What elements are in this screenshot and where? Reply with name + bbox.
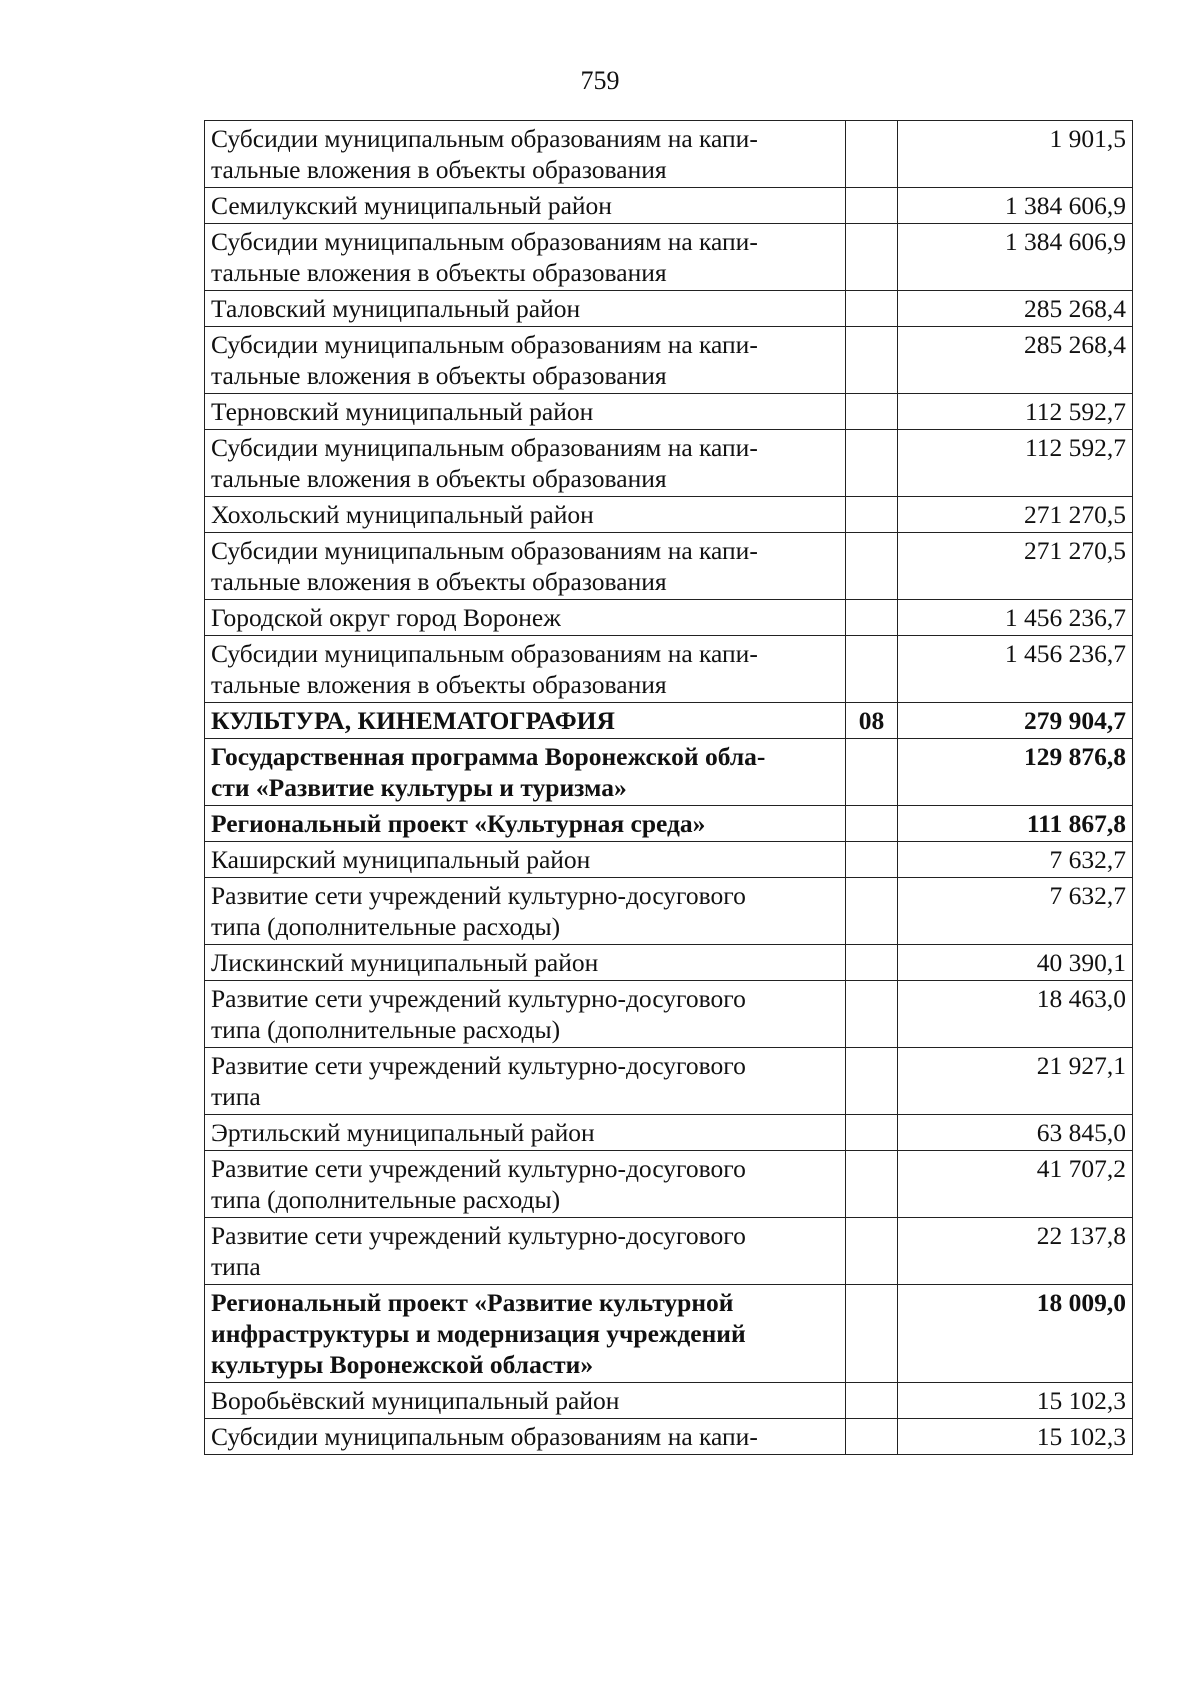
- row-amount-cell: 15 102,3: [898, 1419, 1133, 1455]
- row-name-cell: Городской округ город Воронеж: [205, 600, 846, 636]
- table-row: [205, 739, 1133, 806]
- row-amount-cell: 279 904,7: [898, 703, 1133, 739]
- row-section-code-cell: [846, 981, 898, 1048]
- budget-table-body: [205, 121, 1133, 1455]
- row-amount-cell: 271 270,5: [898, 533, 1133, 600]
- row-name-cell: Субсидии муниципальным образованиям на капи- тальные вложения в объекты образования: [205, 224, 846, 291]
- row-name-cell: Региональный проект «Развитие культурной инфраструктуры и модернизация учреждений культуры Воронежской области»: [205, 1285, 846, 1383]
- row-amount-cell: 129 876,8: [898, 739, 1133, 806]
- row-name-cell: Таловский муниципальный район: [205, 291, 846, 327]
- row-section-code-cell: [846, 1419, 898, 1455]
- row-name-cell: Субсидии муниципальным образованиям на капи- тальные вложения в объекты образования: [205, 533, 846, 600]
- row-name-cell: Субсидии муниципальным образованиям на капи- тальные вложения в объекты образования: [205, 327, 846, 394]
- table-row: [205, 533, 1133, 600]
- row-amount-cell: 112 592,7: [898, 394, 1133, 430]
- row-amount-cell: 1 384 606,9: [898, 224, 1133, 291]
- row-name-cell: Воробьёвский муниципальный район: [205, 1383, 846, 1419]
- row-amount-cell: 21 927,1: [898, 1048, 1133, 1115]
- row-amount-cell: 18 463,0: [898, 981, 1133, 1048]
- table-row: [205, 842, 1133, 878]
- table-row: [205, 945, 1133, 981]
- table-row: [205, 1218, 1133, 1285]
- row-section-code-cell: [846, 1218, 898, 1285]
- row-amount-cell: 7 632,7: [898, 842, 1133, 878]
- row-name-cell: Субсидии муниципальным образованиям на капи- тальные вложения в объекты образования: [205, 636, 846, 703]
- table-row: [205, 430, 1133, 497]
- row-section-code-cell: [846, 394, 898, 430]
- row-section-code-cell: [846, 327, 898, 394]
- row-name-cell: Развитие сети учреждений культурно-досугового типа: [205, 1218, 846, 1285]
- table-row: [205, 394, 1133, 430]
- table-row: [205, 224, 1133, 291]
- row-name-cell: Терновский муниципальный район: [205, 394, 846, 430]
- row-amount-cell: 63 845,0: [898, 1115, 1133, 1151]
- row-section-code-cell: [846, 224, 898, 291]
- row-name-cell: Региональный проект «Культурная среда»: [205, 806, 846, 842]
- row-amount-cell: 285 268,4: [898, 327, 1133, 394]
- table-row: [205, 600, 1133, 636]
- table-row: [205, 878, 1133, 945]
- row-name-cell: Субсидии муниципальным образованиям на капи- тальные вложения в объекты образования: [205, 121, 846, 188]
- row-section-code-cell: [846, 878, 898, 945]
- row-section-code-cell: [846, 497, 898, 533]
- row-amount-cell: 271 270,5: [898, 497, 1133, 533]
- row-amount-cell: 112 592,7: [898, 430, 1133, 497]
- row-amount-cell: 111 867,8: [898, 806, 1133, 842]
- row-amount-cell: 41 707,2: [898, 1151, 1133, 1218]
- table-row: [205, 327, 1133, 394]
- table-row: [205, 1048, 1133, 1115]
- row-section-code-cell: [846, 1285, 898, 1383]
- table-row: [205, 497, 1133, 533]
- table-row: [205, 291, 1133, 327]
- table-row: [205, 1115, 1133, 1151]
- row-name-cell: Хохольский муниципальный район: [205, 497, 846, 533]
- table-row: [205, 1419, 1133, 1455]
- row-name-cell: Развитие сети учреждений культурно-досугового типа: [205, 1048, 846, 1115]
- table-row: [205, 1383, 1133, 1419]
- table-row: [205, 703, 1133, 739]
- row-section-code-cell: [846, 1115, 898, 1151]
- row-section-code-cell: [846, 1151, 898, 1218]
- table-row: [205, 188, 1133, 224]
- row-name-cell: Развитие сети учреждений культурно-досугового типа (дополнительные расходы): [205, 878, 846, 945]
- row-section-code-cell: [846, 291, 898, 327]
- table-row: [205, 806, 1133, 842]
- row-name-cell: Развитие сети учреждений культурно-досугового типа (дополнительные расходы): [205, 981, 846, 1048]
- row-amount-cell: 1 456 236,7: [898, 636, 1133, 703]
- row-name-cell: Семилукский муниципальный район: [205, 188, 846, 224]
- row-section-code-cell: [846, 739, 898, 806]
- row-amount-cell: 22 137,8: [898, 1218, 1133, 1285]
- row-name-cell: Эртильский муниципальный район: [205, 1115, 846, 1151]
- row-name-cell: КУЛЬТУРА, КИНЕМАТОГРАФИЯ: [205, 703, 846, 739]
- row-section-code-cell: [846, 533, 898, 600]
- row-amount-cell: 1 384 606,9: [898, 188, 1133, 224]
- row-section-code-cell: [846, 842, 898, 878]
- row-name-cell: Лискинский муниципальный район: [205, 945, 846, 981]
- row-section-code-cell: [846, 1048, 898, 1115]
- page-number: 759: [580, 66, 620, 95]
- row-section-code-cell: [846, 188, 898, 224]
- table-row: [205, 636, 1133, 703]
- row-section-code-cell: [846, 600, 898, 636]
- row-amount-cell: 1 456 236,7: [898, 600, 1133, 636]
- budget-table: [204, 120, 1133, 1455]
- row-section-code-cell: [846, 636, 898, 703]
- row-amount-cell: 1 901,5: [898, 121, 1133, 188]
- row-amount-cell: 15 102,3: [898, 1383, 1133, 1419]
- table-row: [205, 121, 1133, 188]
- row-section-code-cell: [846, 121, 898, 188]
- row-section-code-cell: [846, 1383, 898, 1419]
- row-amount-cell: 18 009,0: [898, 1285, 1133, 1383]
- row-section-code-cell: [846, 430, 898, 497]
- row-section-code-cell: [846, 945, 898, 981]
- row-name-cell: Субсидии муниципальным образованиям на капи-: [205, 1419, 846, 1455]
- row-name-cell: Развитие сети учреждений культурно-досугового типа (дополнительные расходы): [205, 1151, 846, 1218]
- row-amount-cell: 285 268,4: [898, 291, 1133, 327]
- row-amount-cell: 7 632,7: [898, 878, 1133, 945]
- row-name-cell: Государственная программа Воронежской обла- сти «Развитие культуры и туризма»: [205, 739, 846, 806]
- row-section-code-cell: 08: [846, 703, 898, 739]
- table-row: [205, 1285, 1133, 1383]
- table-row: [205, 981, 1133, 1048]
- table-row: [205, 1151, 1133, 1218]
- row-name-cell: Каширский муниципальный район: [205, 842, 846, 878]
- row-section-code-cell: [846, 806, 898, 842]
- row-name-cell: Субсидии муниципальным образованиям на капи- тальные вложения в объекты образования: [205, 430, 846, 497]
- row-amount-cell: 40 390,1: [898, 945, 1133, 981]
